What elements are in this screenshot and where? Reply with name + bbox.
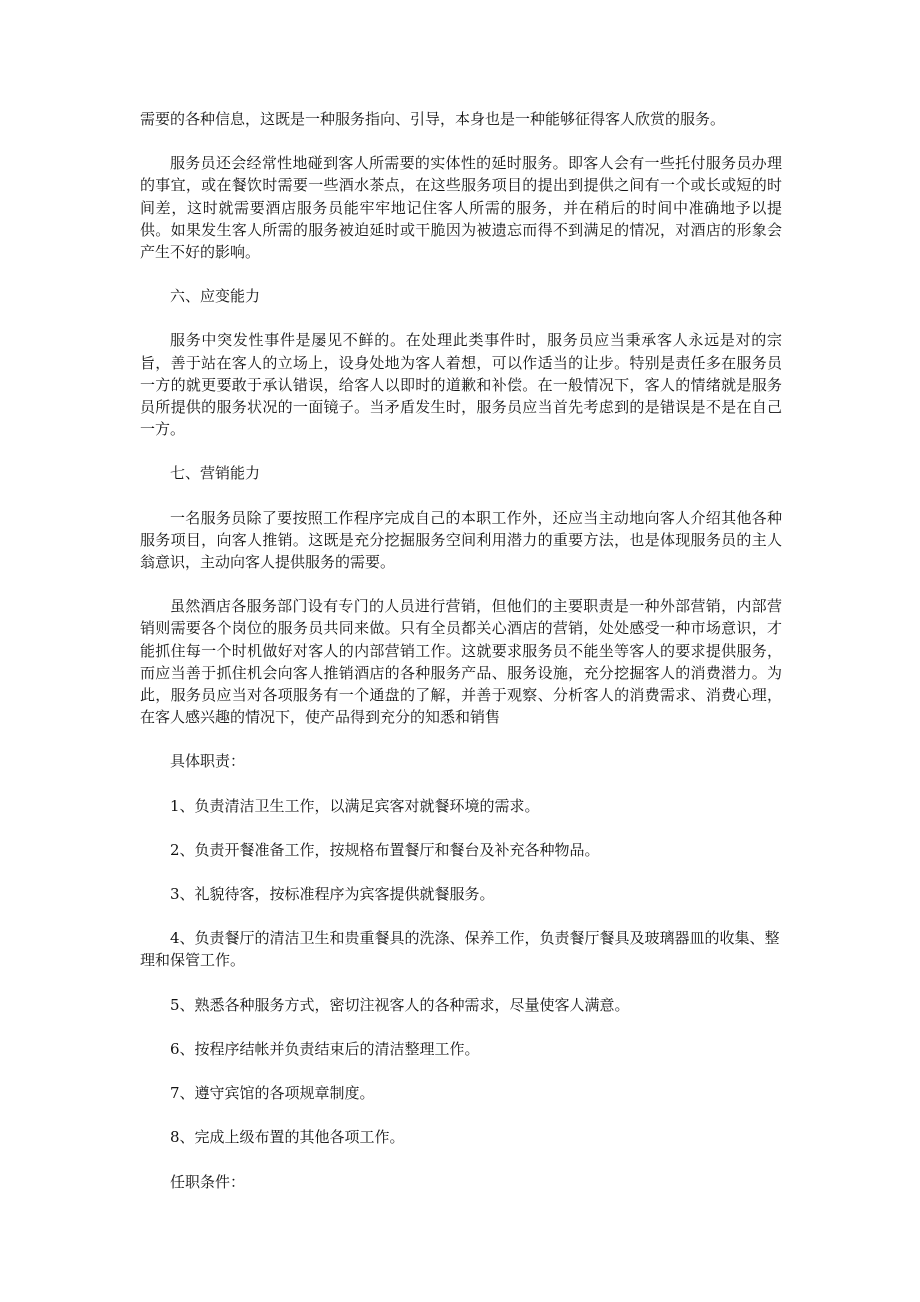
document-page (140, 108, 782, 1215)
duty-item: 3、礼貌待客，按标准程序为宾客提供就餐服务。 (170, 885, 495, 904)
paragraph-intro: 需要的各种信息，这既是一种服务指向、引导，本身也是一种能够征得客人欣赏的服务。 (140, 110, 726, 128)
duty-item: 8、完成上级布置的其他各项工作。 (170, 1128, 405, 1147)
duty-item: 6、按程序结帐并负责结束后的清洁整理工作。 (170, 1039, 480, 1058)
duties-heading: 具体职责： (170, 752, 246, 771)
paragraph-marketing-2: 虽然酒店各服务部门设有专门的人员进行营销，但他们的主要职责是一种外部营销，内部营销则需要各个岗位的服务员共同来做。只有全员都关心酒店的营销，处处感受一种市场意识，才能抓住每一个时机做好对客人的内部营销工作。这就要求服务员不能坐等客人的要求提供服务，而应当善于抓住机会向客人推销酒店的各种服务产品、服务设施，充分挖掘客人的消费潜力。为此，服务员应当对各项服务有一个通盘的了解，并善于观察、分析客人的消费需求、消费心理，在客人感兴趣的情况下，使产品得到充分的知悉和销售 (140, 597, 782, 727)
section-heading-adaptability: 六、应变能力 (170, 287, 261, 306)
section-heading-marketing: 七、营销能力 (170, 464, 261, 483)
duty-item: 4、负责餐厅的清洁卫生和贵重餐具的洗涤、保养工作，负责餐厅餐具及玻璃器皿的收集、整理和保管工作。 (140, 929, 780, 970)
paragraph-adaptability: 服务中突发性事件是屡见不鲜的。在处理此类事件时，服务员应当秉承客人永远是对的宗旨，善于站在客人的立场上，设身处地为客人着想，可以作适当的让步。特别是责任多在服务员一方的就更要敢于承认错误，给客人以即时的道歉和补偿。在一般情况下，客人的情绪就是服务员所提供的服务状况的一面镜子。当矛盾发生时，服务员应当首先考虑到的是错误是不是在自己一方。 (140, 331, 782, 439)
paragraph-delayed-service: 服务员还会经常性地碰到客人所需要的实体性的延时服务。即客人会有一些托付服务员办理的事宜，或在餐饮时需要一些酒水茶点，在这些服务项目的提出到提供之间有一个或长或短的时间差，这时就需要酒店服务员能牢牢地记住客人所需的服务，并在稍后的时间中准确地予以提供。如果发生客人所需的服务被迫延时或干脆因为被遗忘而得不到满足的情况，对酒店的形象会产生不好的影响。 (140, 154, 782, 262)
duty-item: 2、负责开餐准备工作，按规格布置餐厅和餐台及补充各种物品。 (170, 840, 600, 859)
duty-item: 5、熟悉各种服务方式，密切注视客人的各种需求，尽量使客人满意。 (170, 995, 630, 1014)
requirements-heading: 任职条件： (170, 1172, 246, 1191)
duty-item: 7、遵守宾馆的各项规章制度。 (170, 1084, 375, 1103)
paragraph-marketing-1: 一名服务员除了要按照工作程序完成自己的本职工作外，还应当主动地向客人介绍其他各种服务项目，向客人推销。这既是充分挖掘服务空间利用潜力的重要方法，也是体现服务员的主人翁意识，主动向客人提供服务的需要。 (140, 508, 782, 572)
duty-item: 1、负责清洁卫生工作，以满足宾客对就餐环境的需求。 (170, 796, 540, 815)
